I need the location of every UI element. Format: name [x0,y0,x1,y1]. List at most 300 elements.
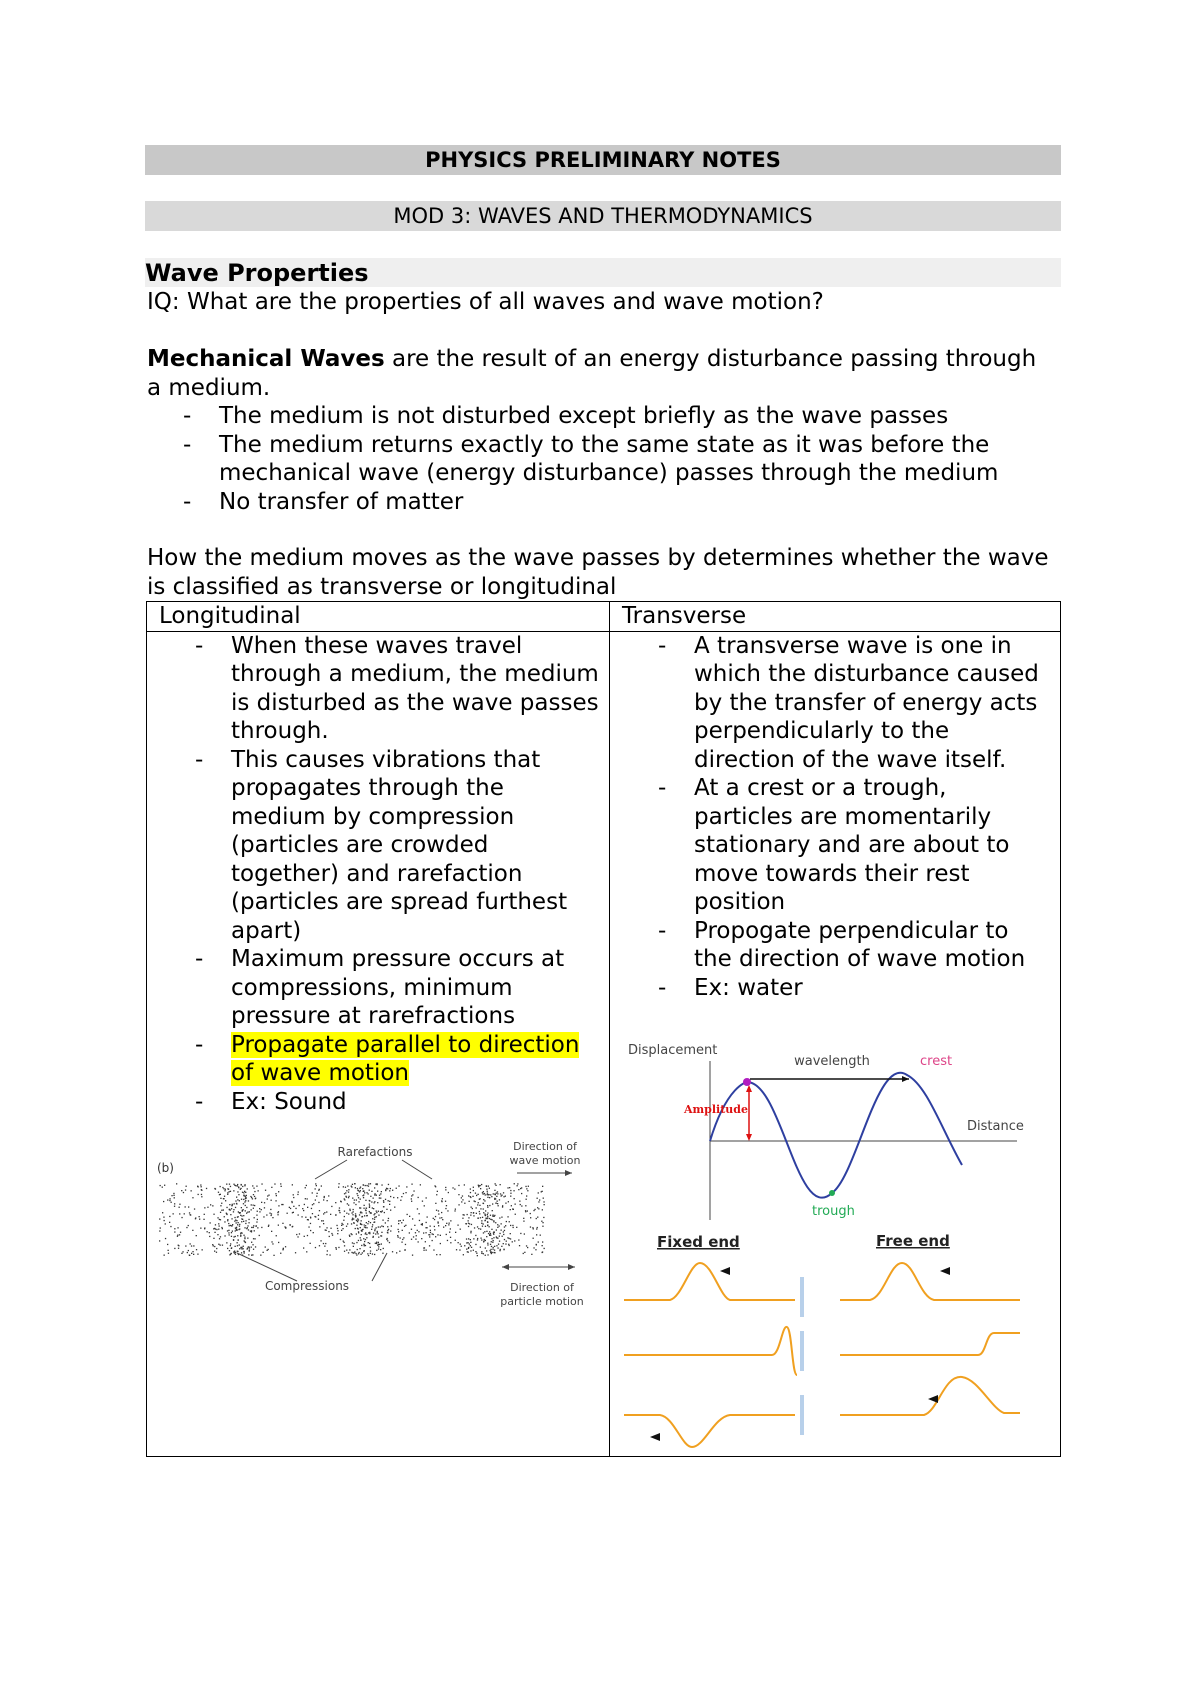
particle-dot [187,1252,188,1253]
particle-dot [221,1210,222,1211]
particle-dot [480,1238,481,1239]
particle-dot [361,1245,362,1246]
particle-dot [271,1213,272,1214]
particle-dot [422,1224,423,1225]
particle-dot [163,1201,164,1202]
particle-dot [188,1225,189,1226]
particle-dot [272,1243,273,1244]
particle-dot [397,1197,398,1198]
particle-dot [468,1226,469,1227]
particle-dot [220,1186,221,1187]
list-item: - Propogate perpendicular to the direction of wave motion [610,917,1060,974]
particle-dot [237,1184,238,1185]
particle-dot [280,1183,281,1184]
particle-dot [219,1225,220,1226]
particle-dot [323,1220,324,1221]
particle-dot [160,1185,161,1186]
particle-dot [364,1250,365,1251]
particle-dot [487,1194,488,1195]
particle-dot [355,1187,356,1188]
particle-dot [388,1218,389,1219]
pulse-at-free-end [840,1333,1020,1355]
reflected-pulse [840,1377,1020,1415]
particle-dot [377,1231,378,1232]
particle-dot [258,1190,259,1191]
particle-dot [352,1214,353,1215]
particle-dot [227,1188,228,1189]
particle-dot [270,1209,271,1210]
particle-dot [319,1210,320,1211]
particle-dot [506,1221,507,1222]
particle-dot [363,1238,364,1239]
particle-direction-label: Direction of [510,1281,574,1294]
particle-dot [179,1204,180,1205]
particle-dot [263,1216,264,1217]
particle-dot [446,1234,447,1235]
particle-dot [516,1227,517,1228]
particle-dot [241,1232,242,1233]
particle-dot [361,1231,362,1232]
particle-dot [222,1245,223,1246]
particle-dot [491,1252,492,1253]
particle-dot [216,1248,217,1249]
particle-dot [485,1247,486,1248]
particle-dot [240,1189,241,1190]
particle-dot [412,1218,413,1219]
particle-dot [354,1183,355,1184]
particle-dot [369,1200,370,1201]
particle-dot [402,1230,403,1231]
particle-dot [355,1204,356,1205]
particle-dot [466,1249,467,1250]
particle-dot [507,1216,508,1217]
particle-dot [226,1207,227,1208]
incident-pulse [840,1263,1020,1300]
particle-dot [426,1197,427,1198]
particle-dot [441,1200,442,1201]
particle-dot [392,1190,393,1191]
particle-dot [483,1232,484,1233]
wave-direction-label: Direction of [513,1140,577,1153]
particle-dot [493,1234,494,1235]
particle-dot [252,1185,253,1186]
particle-dot [398,1229,399,1230]
particle-dot [366,1227,367,1228]
particle-dot [292,1184,293,1185]
particle-dot [376,1211,377,1212]
particle-dot [358,1240,359,1241]
particle-dot [344,1245,345,1246]
particle-dot [340,1239,341,1240]
particle-dot [242,1192,243,1193]
particle-dot [247,1227,248,1228]
particle-dot [405,1192,406,1193]
particle-dot [510,1196,511,1197]
particle-dot [487,1244,488,1245]
particle-dot [293,1194,294,1195]
particle-dot [473,1238,474,1239]
particle-dot [269,1213,270,1214]
particle-dot [388,1184,389,1185]
particle-dot [349,1249,350,1250]
particle-dot [377,1233,378,1234]
particle-dot [331,1233,332,1234]
highlighted-list-item [147,1031,609,1088]
particle-dot [450,1237,451,1238]
particle-dot [244,1252,245,1253]
particle-dot [220,1212,221,1213]
particle-dot [336,1249,337,1250]
particle-dot [361,1234,362,1235]
particle-dot [213,1245,214,1246]
particle-dot [192,1230,193,1231]
particle-dot [337,1230,338,1231]
particle-dot [345,1187,346,1188]
particle-dot [483,1212,484,1213]
particle-dot [351,1186,352,1187]
document-title: PHYSICS PRELIMINARY NOTES [145,145,1061,175]
particle-dot [278,1225,279,1226]
particle-dot [464,1184,465,1185]
particle-dot [368,1255,369,1256]
particle-dot [455,1209,456,1210]
particle-dot [251,1227,252,1228]
particle-dot [468,1223,469,1224]
particle-dot [483,1208,484,1209]
particle-dot [238,1222,239,1223]
particle-dot [244,1201,245,1202]
particle-dot [229,1184,230,1185]
particle-dot [239,1224,240,1225]
particle-dot [430,1226,431,1227]
particle-dot [470,1245,471,1246]
particle-dot [330,1228,331,1229]
particle-dot [365,1233,366,1234]
particle-dot [460,1244,461,1245]
particle-dot [405,1249,406,1250]
particle-dot [504,1239,505,1240]
particle-dot [344,1193,345,1194]
particle-dot [542,1245,543,1246]
particle-dot [338,1183,339,1184]
particle-dot [220,1245,221,1246]
particle-dot [200,1184,201,1185]
particle-dot [464,1203,465,1204]
list-item: - A transverse wave is one in which the disturbance caused by the transfer of energy acts perpendicularly to the direction of the wave itself. [610,632,1060,775]
particle-dot [189,1255,190,1256]
list-item: - The medium returns exactly to the same state as it was before the mechanical wave (energy disturbance) passes through the medium [147,431,1057,488]
particle-dot [248,1222,249,1223]
particle-dot [328,1195,329,1196]
particle-dot [201,1190,202,1191]
particle-dot [180,1232,181,1233]
particle-dot [502,1236,503,1237]
particle-dot [207,1207,208,1208]
particle-dot [252,1254,253,1255]
particle-dot [447,1240,448,1241]
list-item: - This causes vibrations that propagates through the medium by compression (particles are crowded together) and rarefaction (particles are spread furthest apart) [147,746,609,946]
particle-dot [173,1213,174,1214]
particle-dot [198,1194,199,1195]
particle-dot [323,1243,324,1244]
particle-dot [515,1214,516,1215]
particle-dot [343,1220,344,1221]
particle-dot [268,1226,269,1227]
particle-field [159,1183,545,1256]
particle-dot [344,1198,345,1199]
particle-dot [481,1251,482,1252]
particle-dot [237,1191,238,1192]
particle-dot [478,1202,479,1203]
particle-dot [305,1217,306,1218]
particle-dot [329,1254,330,1255]
particle-dot [219,1238,220,1239]
arrow-head-icon [902,1076,909,1082]
particle-dot [503,1243,504,1244]
particle-dot [491,1253,492,1254]
particle-dot [238,1216,239,1217]
particle-dot [235,1207,236,1208]
particle-dot [504,1230,505,1231]
particle-dot [243,1215,244,1216]
particle-dot [544,1204,545,1205]
particle-dot [442,1219,443,1220]
particle-dot [250,1196,251,1197]
particle-dot [245,1242,246,1243]
particle-dot [530,1226,531,1227]
particle-dot [305,1187,306,1188]
particle-dot [426,1250,427,1251]
particle-dot [369,1233,370,1234]
particle-dot [501,1246,502,1247]
particle-dot [227,1230,228,1231]
particle-dot [366,1234,367,1235]
particle-dot [329,1236,330,1237]
particle-dot [370,1222,371,1223]
particle-dot [485,1240,486,1241]
particle-dot [220,1236,221,1237]
particle-dot [174,1231,175,1232]
particle-dot [253,1205,254,1206]
trough-label: trough [812,1204,855,1219]
particle-dot [337,1233,338,1234]
particle-dot [407,1214,408,1215]
particle-dot [517,1185,518,1186]
particle-dot [441,1212,442,1213]
particle-dot [318,1215,319,1216]
particle-dot [228,1230,229,1231]
particle-dot [372,1253,373,1254]
particle-dot [339,1207,340,1208]
particle-dot [499,1233,500,1234]
particle-dot [236,1197,237,1198]
particle-dot [218,1244,219,1245]
particle-dot [353,1246,354,1247]
particle-dot [507,1187,508,1188]
particle-dot [283,1248,284,1249]
particle-dot [312,1213,313,1214]
particle-dot [493,1193,494,1194]
particle-dot [365,1227,366,1228]
particle-dot [369,1190,370,1191]
particle-dot [249,1250,250,1251]
particle-dot [501,1230,502,1231]
particle-dot [376,1212,377,1213]
particle-dot [352,1219,353,1220]
particle-dot [181,1253,182,1254]
particle-dot [360,1212,361,1213]
particle-dot [351,1212,352,1213]
particle-dot [519,1201,520,1202]
particle-dot [355,1228,356,1229]
particle-dot [352,1242,353,1243]
particle-dot [240,1235,241,1236]
particle-dot [375,1243,376,1244]
particle-dot [391,1225,392,1226]
particle-dot [196,1249,197,1250]
particle-dot [521,1205,522,1206]
particle-dot [236,1222,237,1223]
particle-dot [190,1243,191,1244]
particle-dot [285,1246,286,1247]
particle-dot [271,1215,272,1216]
particle-dot [464,1245,465,1246]
particle-dot [462,1195,463,1196]
particle-dot [310,1217,311,1218]
particle-dot [473,1215,474,1216]
particle-dot [264,1202,265,1203]
particle-dot [380,1198,381,1199]
particle-dot [526,1188,527,1189]
particle-dot [221,1203,222,1204]
particle-dot [487,1197,488,1198]
particle-dot [207,1231,208,1232]
particle-dot [480,1247,481,1248]
particle-dot [256,1186,257,1187]
particle-dot [446,1205,447,1206]
particle-dot [373,1236,374,1237]
particle-dot [468,1220,469,1221]
particle-dot [485,1218,486,1219]
particle-dot [484,1231,485,1232]
particle-dot [476,1195,477,1196]
particle-dot [514,1240,515,1241]
highlighted-text: Propagate parallel to direction of wave motion [231,1031,580,1086]
particle-dot [476,1207,477,1208]
particle-dot [335,1247,336,1248]
particle-dot [503,1234,504,1235]
particle-dot [438,1213,439,1214]
particle-dot [454,1189,455,1190]
particle-dot [491,1196,492,1197]
particle-dot [381,1225,382,1226]
particle-dot [365,1185,366,1186]
list-item: - No transfer of matter [147,488,1057,517]
reflection-figure [622,1225,1032,1455]
particle-dot [353,1252,354,1253]
particle-dot [484,1193,485,1194]
particle-dot [494,1252,495,1253]
particle-dot [483,1203,484,1204]
particle-dot [378,1248,379,1249]
particle-dot [234,1251,235,1252]
particle-dot [374,1221,375,1222]
particle-dot [490,1194,491,1195]
particle-dot [213,1238,214,1239]
particle-dot [481,1239,482,1240]
particle-dot [435,1186,436,1187]
particle-dot [364,1192,365,1193]
particle-dot [248,1229,249,1230]
particle-dot [164,1255,165,1256]
particle-dot [380,1235,381,1236]
particle-dot [246,1207,247,1208]
particle-dot [237,1199,238,1200]
particle-dot [435,1203,436,1204]
particle-dot [378,1215,379,1216]
list-item: - Ex: water [610,974,1060,1003]
particle-dot [365,1225,366,1226]
particle-dot [501,1217,502,1218]
particle-dot [433,1234,434,1235]
particle-dot [233,1209,234,1210]
particle-dot [424,1205,425,1206]
particle-dot [365,1245,366,1246]
particle-dot [191,1245,192,1246]
particle-dot [531,1254,532,1255]
particle-dot [267,1250,268,1251]
particle-dot [497,1238,498,1239]
particle-dot [390,1210,391,1211]
particle-dot [306,1251,307,1252]
particle-dot [517,1183,518,1184]
particle-dot [365,1200,366,1201]
particle-dot [519,1245,520,1246]
particle-dot [341,1225,342,1226]
particle-dot [479,1205,480,1206]
particle-dot [497,1227,498,1228]
particle-dot [494,1216,495,1217]
particle-dot [422,1223,423,1224]
particle-dot [232,1204,233,1205]
particle-dot [241,1248,242,1249]
particle-dot [235,1200,236,1201]
particle-dot [501,1195,502,1196]
particle-dot [222,1187,223,1188]
particle-dot [528,1186,529,1187]
particle-dot [470,1197,471,1198]
particle-dot [325,1243,326,1244]
particle-dot [307,1235,308,1236]
particle-dot [302,1208,303,1209]
particle-dot [380,1249,381,1250]
particle-dot [344,1251,345,1252]
particle-dot [542,1222,543,1223]
particle-dot [327,1250,328,1251]
particle-dot [271,1200,272,1201]
arrow-head-icon [568,1264,575,1270]
compressions-label: Compressions [264,1279,350,1293]
particle-dot [348,1197,349,1198]
particle-dot [344,1211,345,1212]
particle-dot [502,1206,503,1207]
particle-dot [210,1204,211,1205]
particle-dot [525,1205,526,1206]
particle-dot [239,1244,240,1245]
particle-dot [503,1231,504,1232]
particle-dot [348,1192,349,1193]
particle-dot [209,1232,210,1233]
